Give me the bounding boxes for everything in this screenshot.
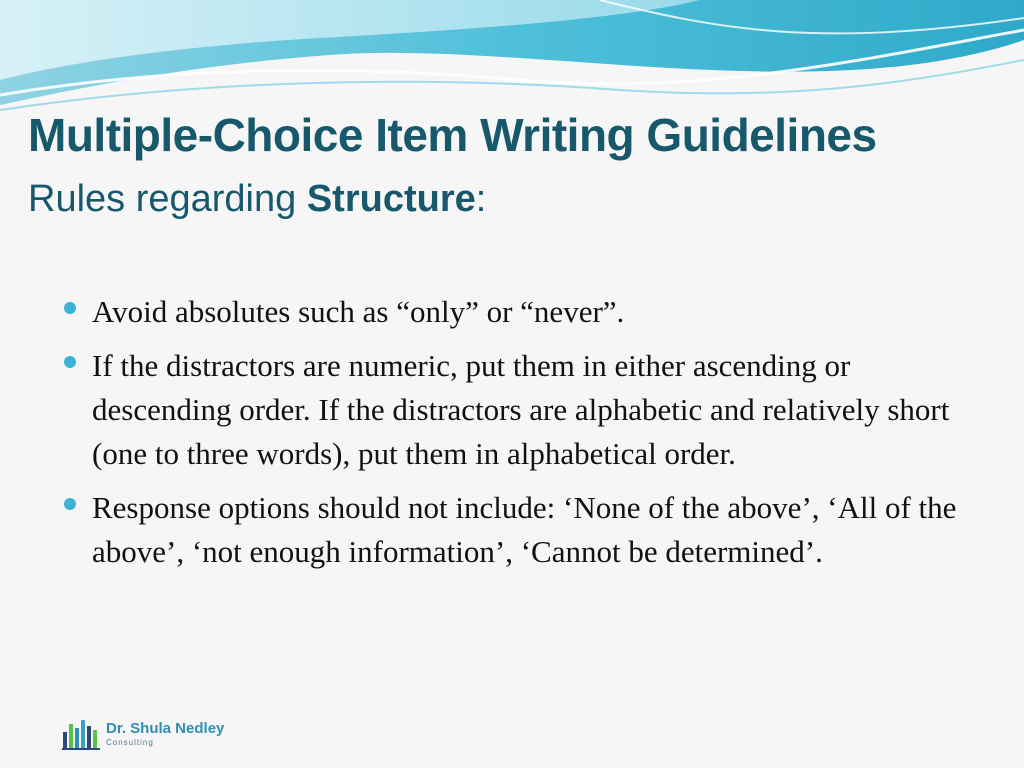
subtitle-bold: Structure xyxy=(306,178,476,220)
logo-subtitle: Consulting xyxy=(106,738,154,747)
bullet-dot-icon xyxy=(64,302,76,314)
slide-subtitle xyxy=(28,178,486,221)
logo-name: Dr. Shula Nedley xyxy=(106,720,225,737)
subtitle-suffix: : xyxy=(475,178,487,220)
bullet-text: Response options should not include: ‘None of the above’, ‘All of the above’, ‘not enough information’, ‘Cannot be determined’. xyxy=(92,490,957,569)
bullet-dot-icon xyxy=(64,356,76,368)
bullet-item xyxy=(62,290,962,334)
bullet-item xyxy=(62,344,962,476)
bullet-dot-icon xyxy=(64,498,76,510)
bullet-item xyxy=(62,486,962,574)
subtitle-prefix: Rules regarding xyxy=(28,178,307,220)
bullet-list xyxy=(62,290,962,584)
bullet-text: If the distractors are numeric, put them in either ascending or descending order. If the distractors are alphabetic and relatively short (one to three words), put them in alphabetical order. xyxy=(92,348,950,471)
logo xyxy=(62,716,272,750)
slide-title: Multiple-Choice Item Writing Guidelines xyxy=(28,109,877,161)
bullet-text: Avoid absolutes such as “only” or “never”. xyxy=(92,294,625,329)
bar-chart-logo-icon xyxy=(62,716,102,750)
